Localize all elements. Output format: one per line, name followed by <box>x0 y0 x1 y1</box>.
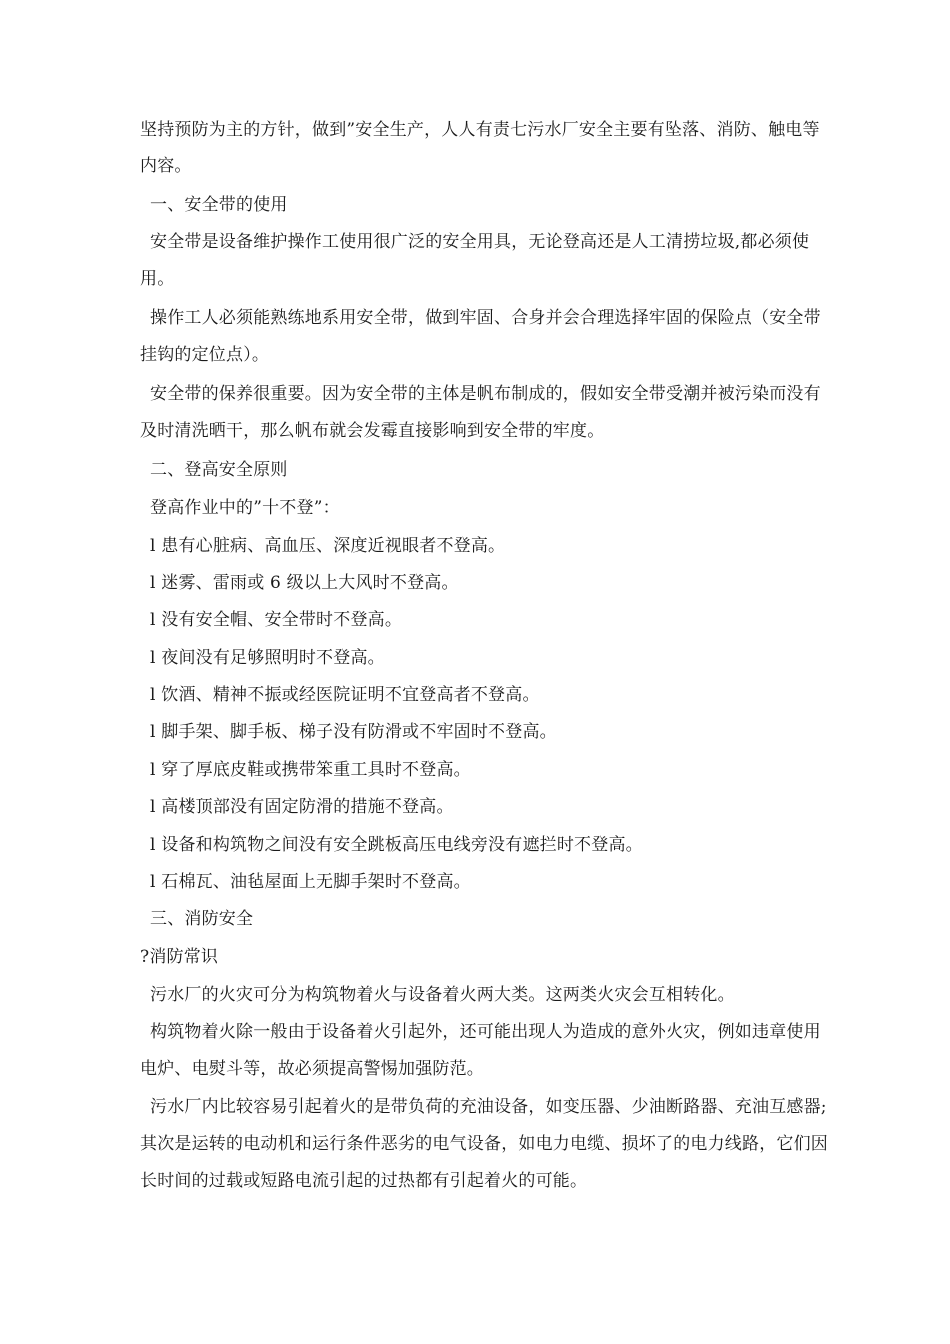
paragraph-line: 其次是运转的电动机和运行条件恶劣的电气设备，如电力电缆、损坏了的电力线路，它们因 <box>140 1134 828 1154</box>
list-item: l 穿了厚底皮鞋或携带笨重工具时不登高。 <box>150 760 471 780</box>
list-item: l 高楼顶部没有固定防滑的措施不登高。 <box>150 797 454 817</box>
paragraph-line: 挂钩的定位点）。 <box>140 345 270 365</box>
paragraph-line: 操作工人必须能熟练地系用安全带，做到牢固、合身并会合理选择牢固的保险点（安全带 <box>150 308 821 328</box>
list-item: l 夜间没有足够照明时不登高。 <box>150 648 385 668</box>
paragraph-line: 构筑物着火除一般由于设备着火引起外，还可能出现人为造成的意外火灾，例如违章使用 <box>150 1022 821 1042</box>
list-item: l 脚手架、脚手板、梯子没有防滑或不牢固时不登高。 <box>150 722 557 742</box>
section-heading: 三、消防安全 <box>150 909 254 929</box>
list-item: l 石棉瓦、油毡屋面上无脚手架时不登高。 <box>150 872 471 892</box>
paragraph-line: 污水厂内比较容易引起着火的是带负荷的充油设备，如变压器、少油断路器、充油互感器; <box>150 1097 827 1117</box>
paragraph-line: 长时间的过载或短路电流引起的过热都有引起着火的可能。 <box>140 1171 588 1191</box>
subsection-heading: ?消防常识 <box>140 947 219 967</box>
paragraph-line: 内容。 <box>140 156 192 176</box>
list-item: l 饮酒、精神不振或经医院证明不宜登高者不登高。 <box>150 685 540 705</box>
section-heading: 二、登高安全原则 <box>150 460 288 480</box>
list-item: l 设备和构筑物之间没有安全跳板高压电线旁没有遮拦时不登高。 <box>150 835 643 855</box>
paragraph-line: 及时清洗晒干，那么帆布就会发霉直接影响到安全带的牢度。 <box>140 421 605 441</box>
section-heading: 一、安全带的使用 <box>150 195 288 215</box>
paragraph-line: 坚持预防为主的方针，做到”安全生产，人人有责七污水厂安全主要有坠落、消防、触电等 <box>140 120 820 140</box>
paragraph-line: 安全带是设备维护操作工使用很广泛的安全用具，无论登高还是人工清捞垃圾,都必须使 <box>150 232 810 252</box>
paragraph-line: 污水厂的火灾可分为构筑物着火与设备着火两大类。这两类火灾会互相转化。 <box>150 985 735 1005</box>
paragraph-line: 电炉、电熨斗等，故必须提高警惕加强防范。 <box>140 1059 484 1079</box>
paragraph-line: 安全带的保养很重要。因为安全带的主体是帆布制成的，假如安全带受潮并被污染而没有 <box>150 384 821 404</box>
paragraph-line: 登高作业中的”十不登”： <box>150 498 340 518</box>
list-item: l 没有安全帽、安全带时不登高。 <box>150 610 403 630</box>
list-item: l 患有心脏病、高血压、深度近视眼者不登高。 <box>150 536 506 556</box>
list-item: l 迷雾、雷雨或 6 级以上大风时不登高。 <box>150 573 459 593</box>
paragraph-line: 用。 <box>140 269 175 289</box>
